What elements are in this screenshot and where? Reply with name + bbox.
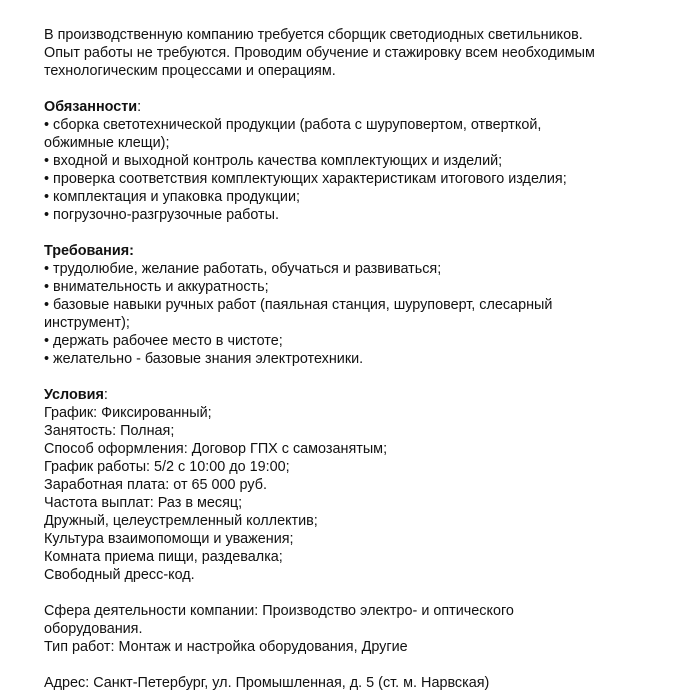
duties-heading-text: Обязанности: [44, 99, 138, 115]
duties-heading-colon: :: [137, 99, 142, 115]
spacer: [44, 80, 664, 98]
conditions-list-item: Занятость: Полная;: [44, 423, 175, 439]
duties-heading: [44, 98, 664, 116]
conditions-list-item: Дружный, целеустремленный коллектив;: [44, 513, 318, 529]
conditions-heading-text: Условия: [44, 387, 104, 403]
spacer: [44, 224, 664, 242]
requirements-list-item: • трудолюбие, желание работать, обучаться и развиваться;: [44, 261, 442, 277]
conditions-section: [44, 386, 664, 584]
conditions-list-item: Комната приема пищи, раздевалка;: [44, 549, 283, 565]
duties-list-item: • комплектация и упаковка продукции;: [44, 189, 300, 205]
conditions-list-item: Заработная плата: от 65 000 руб.: [44, 477, 267, 493]
conditions-list-item: Частота выплат: Раз в месяц;: [44, 495, 243, 511]
conditions-list-item: Культура взаимопомощи и уважения;: [44, 531, 294, 547]
requirements-list-item: • базовые навыки ручных работ (паяльная станция, шуруповерт, слесарный: [44, 297, 553, 313]
requirements-heading: Требования:: [44, 243, 134, 259]
intro-line: технологическим процессами и операциям.: [44, 63, 336, 79]
intro-paragraph: [44, 26, 664, 80]
spacer: [44, 584, 664, 602]
conditions-heading: [44, 386, 664, 404]
intro-line: В производственную компанию требуется сборщик светодиодных светильников.: [44, 27, 583, 43]
address-line: Адрес: Санкт-Петербург, ул. Промышленная, д. 5 (ст. м. Нарвская): [44, 675, 490, 691]
conditions-list-item: Свободный дресс-код.: [44, 567, 195, 583]
duties-list-item: • входной и выходной контроль качества комплектующих и изделий;: [44, 153, 503, 169]
company-info-line: Сфера деятельности компании: Производство электро- и оптического: [44, 603, 514, 619]
requirements-section: [44, 242, 664, 368]
conditions-list-item: Способ оформления: Договор ГПХ с самозанятым;: [44, 441, 388, 457]
conditions-list-item: График работы: 5/2 с 10:00 до 19:00;: [44, 459, 290, 475]
job-posting-document: [44, 26, 664, 692]
requirements-list-item: инструмент);: [44, 315, 130, 331]
spacer: [44, 656, 664, 674]
intro-line: Опыт работы не требуются. Проводим обучение и стажировку всем необходимым: [44, 45, 595, 61]
conditions-heading-colon: :: [103, 387, 108, 403]
duties-list-item: обжимные клещи);: [44, 135, 170, 151]
duties-list-item: • проверка соответствия комплектующих характеристикам итогового изделия;: [44, 171, 567, 187]
requirements-list-item: • держать рабочее место в чистоте;: [44, 333, 283, 349]
duties-list-item: • погрузочно-разгрузочные работы.: [44, 207, 279, 223]
duties-list-item: • сборка светотехнической продукции (работа с шуруповертом, отверткой,: [44, 117, 542, 133]
conditions-list-item: График: Фиксированный;: [44, 405, 212, 421]
requirements-list-item: • внимательность и аккуратность;: [44, 279, 269, 295]
requirements-list-item: • желательно - базовые знания электротехники.: [44, 351, 364, 367]
company-info-line: оборудования.: [44, 621, 143, 637]
company-info-line: Тип работ: Монтаж и настройка оборудования, Другие: [44, 639, 408, 655]
spacer: [44, 368, 664, 386]
duties-section: [44, 98, 664, 224]
company-info-section: [44, 602, 664, 656]
